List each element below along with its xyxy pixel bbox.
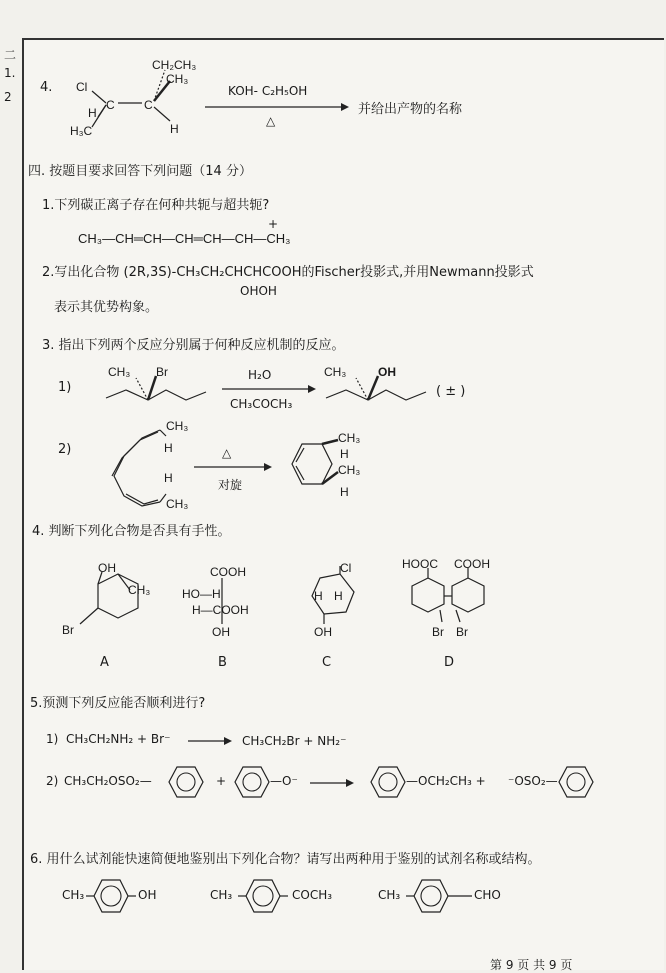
q3-r2-ch3a: CH₃ <box>166 419 189 433</box>
q4-top-cl: Cl <box>76 80 88 94</box>
q4-top-h1: H <box>88 106 97 120</box>
q5-r2-plus: + <box>216 774 227 788</box>
q3-r2-p-ha: H <box>340 447 349 461</box>
q6-c1-left: CH₃ <box>62 888 85 902</box>
q3-r1-product <box>320 362 440 412</box>
compound-c <box>300 562 380 652</box>
q4-top-ch2ch3: CH₂CH₃ <box>152 58 197 72</box>
margin-mark: 2 <box>4 90 12 104</box>
q3-r2-ch3b: CH₃ <box>166 497 189 511</box>
benzene-ring-icon <box>370 764 406 800</box>
q3-r1-solvent: CH₃COCH₃ <box>230 397 293 411</box>
q2-subscript: OHOH <box>240 284 277 298</box>
compound-d-br1: Br <box>432 625 444 639</box>
margin-mark: 二 <box>4 48 17 62</box>
q4-top-condition: △ <box>266 114 276 128</box>
q4-top-number: 4. <box>40 80 53 95</box>
q3-r2-hb: H <box>164 471 173 485</box>
compound-a-ch3: CH₃ <box>128 583 151 597</box>
q1-formula: CH₃—CH═CH—CH═CH—CH—CH₃ <box>78 231 291 246</box>
compound-b <box>178 562 288 652</box>
q4-top-h3c: H₃C <box>70 124 93 138</box>
q3-r1-ch3: CH₃ <box>108 365 131 379</box>
q4-top-instruction: 并给出产物的名称 <box>358 102 463 117</box>
compound-c-h2: H <box>334 589 343 603</box>
q5-r1-rhs: CH₃CH₂Br + NH₂⁻ <box>242 734 347 748</box>
q1-text: 1.下列碳正离子存在何种共轭与超共轭? <box>42 198 270 213</box>
compound-a-label: A <box>100 655 109 670</box>
compound-d-label: D <box>444 655 455 670</box>
q5-r2-num: 2) <box>46 774 59 788</box>
q4-top-c2: C <box>144 98 153 112</box>
compound-c-label: C <box>322 655 332 670</box>
benzene-ring-icon <box>168 764 204 800</box>
benzene-ring-icon <box>234 764 270 800</box>
q3-r1-note: ( ± ) <box>436 384 466 399</box>
compound-b-cooh: COOH <box>210 565 246 579</box>
q3-r2-p-hb: H <box>340 485 349 499</box>
compound-d-hooc: HOOC <box>402 557 438 571</box>
reaction-arrow <box>194 462 268 472</box>
q3-r2-ha: H <box>164 441 173 455</box>
compound-b-label: B <box>218 655 227 670</box>
q4-top-structure <box>70 55 270 145</box>
reaction-arrow <box>222 384 312 394</box>
q4-top-h2: H <box>170 122 179 136</box>
q4-top-ch3: CH₃ <box>166 72 189 86</box>
reaction-arrow <box>188 736 228 746</box>
q5-r2-o-minus: —O⁻ <box>270 774 298 788</box>
q5-text: 5.预测下列反应能否顺利进行? <box>30 696 206 711</box>
q5-r2-rhs2: ⁻OSO₂— <box>508 774 558 788</box>
q2-text: 2.写出化合物 (2R,3S)-CH₃CH₂CHCHCOOH的Fischer投影式,并用Newmann投影式 <box>42 265 534 280</box>
q5-r1-num: 1) <box>46 732 59 746</box>
q5-r2-rhs1: —OCH₂CH₃ + <box>406 774 486 788</box>
q5-r1-lhs: CH₃CH₂NH₂ + Br⁻ <box>66 732 171 746</box>
page-footer: 第 9 页 共 9 页 <box>490 958 573 972</box>
q6-c2-right: COCH₃ <box>292 888 333 902</box>
compound-a-br: Br <box>62 623 74 637</box>
compound-d-cooh: COOH <box>454 557 490 571</box>
section-title: 四. 按题目要求回答下列问题（14 分） <box>28 164 252 179</box>
q3-r1-br: Br <box>156 365 168 379</box>
q3-r1-p-oh: OH <box>378 365 396 379</box>
q3-text: 3. 指出下列两个反应分别属于何种反应机制的反应。 <box>42 338 345 353</box>
compound-d-br2: Br <box>456 625 468 639</box>
margin-marks <box>0 38 22 158</box>
benzene-ring-icon <box>406 876 456 916</box>
benzene-ring-icon <box>558 764 594 800</box>
q6-c1-right: OH <box>138 888 157 902</box>
q3-r2-condition: △ <box>222 446 232 460</box>
compound-a-oh: OH <box>98 561 116 575</box>
benzene-ring-icon <box>86 876 136 916</box>
compound-b-oh: OH <box>212 625 230 639</box>
q1-plus: + <box>268 217 279 231</box>
reaction-arrow <box>310 778 350 788</box>
margin-mark: 1. <box>4 66 16 80</box>
q3-r1-num: 1) <box>58 380 72 395</box>
compound-c-h1: H <box>314 589 323 603</box>
q6-c2-left: CH₃ <box>210 888 233 902</box>
q3-r1-p-ch3: CH₃ <box>324 365 347 379</box>
compound-b-row1: HO—H <box>182 587 221 601</box>
compound-a <box>58 562 168 652</box>
q2-text-b: 表示其优势构象。 <box>54 300 159 315</box>
q3-r1-reagent: H₂O <box>248 368 272 382</box>
q6-c3-left: CH₃ <box>378 888 401 902</box>
q4-top-c1: C <box>106 98 115 112</box>
q3-r2-reactant <box>100 418 200 511</box>
q3-r1-reactant <box>100 362 220 412</box>
compound-b-row2: H—COOH <box>192 603 249 617</box>
q3-r2-p-ch3a: CH₃ <box>338 431 361 445</box>
q4-top-reagent: KOH- C₂H₅OH <box>228 84 308 98</box>
reaction-arrow <box>205 102 345 112</box>
q3-r2-p-ch3b: CH₃ <box>338 463 361 477</box>
compound-d <box>392 556 522 656</box>
benzene-ring-icon <box>238 876 288 916</box>
q6-text: 6. 用什么试剂能快速简便地鉴别出下列化合物？请写出两种用于鉴别的试剂名称或结构。 <box>30 852 541 867</box>
compound-c-cl: Cl <box>340 561 352 575</box>
compound-c-oh: OH <box>314 625 332 639</box>
q4-text: 4. 判断下列化合物是否具有手性。 <box>32 524 231 539</box>
q3-r2-label: 对旋 <box>218 478 243 492</box>
q5-r2-lhs1: CH₃CH₂OSO₂— <box>64 774 152 788</box>
q6-c3-right: CHO <box>474 888 501 902</box>
q3-r2-product <box>276 432 376 502</box>
q3-r2-num: 2) <box>58 442 72 457</box>
